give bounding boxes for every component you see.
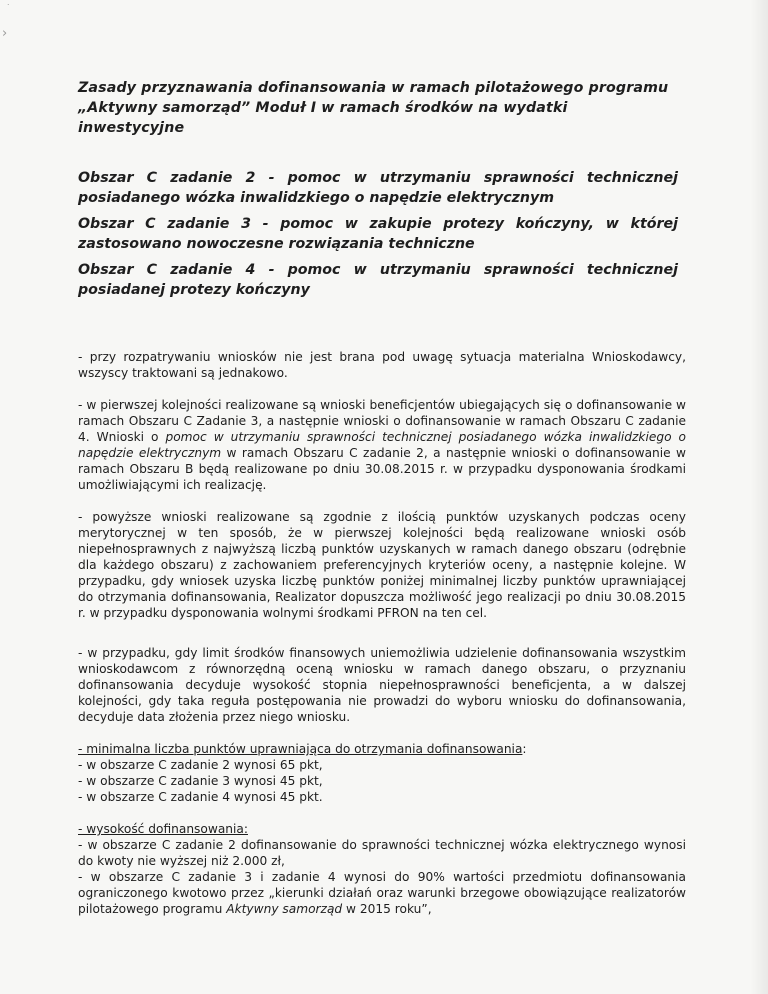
paragraph-points-ranking: - powyższe wnioski realizowane są zgodnie z ilością punktów uzyskanych podczas oceny merytorycznej w ten sposób, że w pierwszej kolejności będą realizowane wnioski osób niepełnosprawnych z najwyższą liczbą punktów uzyskanych w ramach danego obszaru (odrębnie dla każdego obszaru) z zachowaniem preferencyjnych kryteriów oceny, a następnie kolejne. W przypadku, gdy wniosek uzyska liczbę punktów poniżej minimalnej liczby punktów uprawniającej do otrzymania dofinansowania, Realizator dopuszcza możliwość jego realizacji po dniu 30.08.2015 r. w przypadku dysponowania wolnymi środkami PFRON na ten cel. [78,510,686,620]
title-line-1: Zasady przyznawania dofinansowania w ramach pilotażowego programu [78,80,669,96]
min-points-heading [78,741,686,757]
heading-task-4: Obszar C zadanie 4 - pomoc w utrzymaniu sprawności technicznej posiadanej protezy kończyny [78,262,678,298]
scan-speck: ˙ [6,4,11,14]
list-item: - w obszarze C zadanie 2 wynosi 65 pkt, [78,758,323,772]
paragraph-order-of-processing [78,397,686,493]
title-line-2: „Aktywny samorząd” Moduł I w ramach środków na wydatki inwestycyjne [78,100,568,136]
list-item [78,869,686,917]
min-points-section [78,741,686,805]
paragraph-material-situation: - przy rozpatrywaniu wniosków nie jest brana pod uwagę sytuacja materialna Wnioskodawcy, wszyscy traktowani są jednakowo. [78,350,686,380]
paragraph-equal-score: - w przypadku, gdy limit środków finansowych uniemożliwia udzielenie dofinansowania wszystkim wnioskodawcom z równorzędną oceną wniosku w ramach danego obszaru, o przyznaniu dofinansowania decyduje wysokość stopnia niepełnosprawności beneficjenta, a w dalszej kolejności, gdy taka reguła postępowania nie prowadzi do wyboru wniosku do dofinansowania, decyduje data złożenia przez niego wniosku. [78,646,686,724]
paragraph-text: - w pierwszej kolejności realizowane są wnioski beneficjentów ubiegających się o dofinansowanie w ramach Obszaru C Zadanie 3, a następnie wnioski o dofinansowanie w ramach Obszaru C zadanie 4. Wnioski o [78,398,686,444]
min-points-colon: : [522,742,527,756]
scan-speck: › [2,26,8,41]
min-points-heading-text: - minimalna liczba punktów uprawniająca do otrzymania dofinansowania [78,742,523,756]
document-title [78,78,678,138]
amount-section [78,821,686,917]
list-item: - w obszarze C zadanie 4 wynosi 45 pkt. [78,790,323,804]
list-item: - w obszarze C zadanie 3 wynosi 45 pkt, [78,774,323,788]
amount-text: - w obszarze C zadanie 3 i zadanie 4 wynosi do 90% wartości przedmiotu dofinansowania ograniczonego kwotowo przez „kierunki działań oraz warunki brzegowe obowiązujące realizatorów pilotażowego programu [78,870,686,916]
amount-heading: - wysokość dofinansowania: [78,822,248,836]
paragraph-italic-text: pomoc w utrzymaniu sprawności technicznej posiadanego wózka inwalidzkiego o napędzie elektrycznym [78,430,686,460]
list-item: - w obszarze C zadanie 2 dofinansowanie do sprawności technicznej wózka elektrycznego wynosi do kwoty nie wyższej niż 2.000 zł, [78,838,686,868]
amount-text: w 2015 roku”, [342,902,432,916]
heading-task-3: Obszar C zadanie 3 - pomoc w zakupie protezy kończyny, w której zastosowano nowoczesne rozwiązania techniczne [78,216,678,252]
heading-task-2: Obszar C zadanie 2 - pomoc w utrzymaniu sprawności technicznej posiadanego wózka inwalidzkiego o napędzie elektrycznym [78,170,678,206]
paragraph-text: w ramach Obszaru C zadanie 2, a następnie wnioski o dofinansowanie w ramach Obszaru B będą realizowane po dniu 30.08.2015 r. w przypadku dysponowania środkami umożliwiającymi ich realizację. [78,446,686,492]
program-name: Aktywny samorząd [226,902,343,916]
scan-edge-shadow [750,0,768,994]
